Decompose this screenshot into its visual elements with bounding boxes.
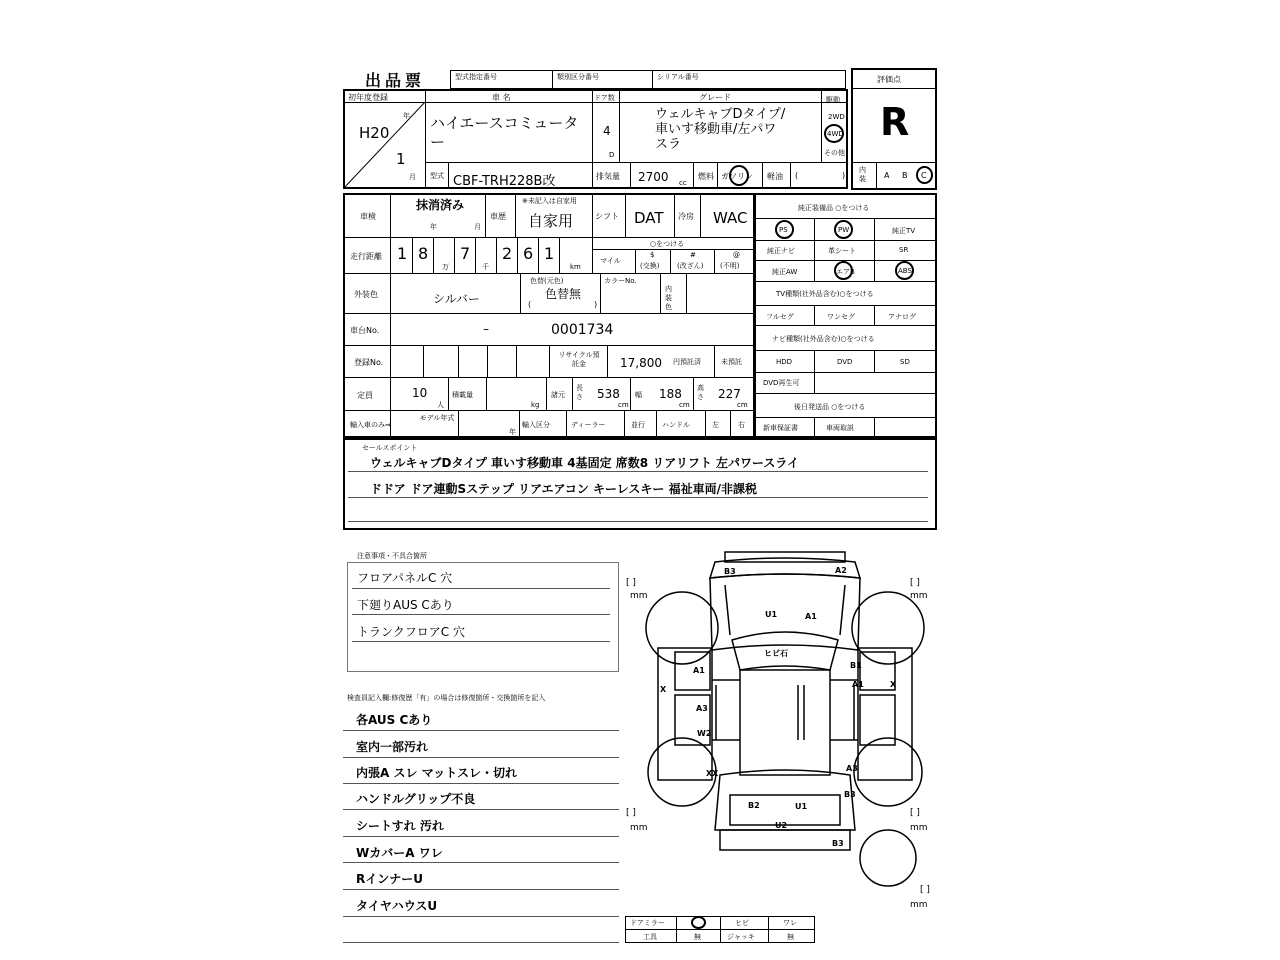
later-manual: 車両取説 (826, 424, 854, 432)
defect-item-3: トランクフロアC 穴 (357, 625, 465, 639)
break-label: ワレ (783, 919, 797, 927)
length-label: 長さ (576, 384, 583, 401)
capacity-label: 定員 (357, 391, 373, 400)
mark-a2-front: A2 (835, 566, 847, 575)
grade-value: ウェルキャブDタイプ/ 車いす移動車/左パワ スラ (655, 107, 786, 152)
inspector-item-8: タイヤハウスU (356, 899, 438, 913)
km-unit: km (570, 263, 581, 271)
width-label: 幅 (635, 391, 642, 399)
first-reg-month-unit: 月 (409, 173, 416, 181)
mile-label: マイル (600, 257, 621, 265)
sen-unit: 千 (482, 263, 489, 271)
shift-label: シフト (595, 212, 619, 221)
tv-oneseg: ワンセグ (827, 313, 855, 321)
doors-unit: D (609, 151, 615, 159)
equip-abs: ABS (898, 267, 912, 275)
displacement-unit: cc (679, 179, 687, 187)
sales-points-label: セールスポイント (362, 444, 418, 452)
mark-a1-left: A1 (693, 666, 705, 675)
fuel-gasoline-circle (729, 165, 749, 186)
mm-front-left: mm (630, 591, 648, 601)
drive-4wd-circle (824, 124, 844, 143)
dims-label: 諸元 (551, 391, 565, 399)
height-unit: cm (737, 401, 748, 409)
later-title: 後日発送品 ○をつける (794, 403, 866, 411)
equip-tv: 純正TV (892, 227, 916, 235)
mark-u1-hood: U1 (765, 610, 778, 619)
length-unit: cm (618, 401, 629, 409)
inspection-label: 車検 (360, 212, 376, 221)
tools-label: 工具 (643, 933, 657, 941)
mileage-circle-note: ○をつける (650, 240, 685, 248)
first-reg-month: 1 (396, 150, 406, 168)
equip-ps: PS (779, 226, 788, 234)
recycle-deposited: 円預託済 (673, 358, 701, 366)
inspector-item-2: 室内一部汚れ (356, 740, 429, 754)
ac-value: WAC (713, 209, 748, 227)
equip-abs-circle (895, 261, 914, 280)
interior-c-circle (916, 166, 933, 184)
model-year-unit: 年 (509, 428, 516, 436)
chassis-dash: – (483, 322, 489, 336)
inspector-item-5: シートすれ 汚れ (356, 819, 444, 833)
later-warranty: 新車保証書 (763, 424, 798, 432)
equip-leather: 革シート (828, 247, 856, 255)
mark-w2-left: W2 (697, 729, 712, 738)
inspector-item-6: WカバーA ワレ (356, 846, 443, 860)
score-value: R (880, 100, 910, 144)
navi-title: ナビ種類(社外品含む)○をつける (772, 335, 875, 343)
drive-other: その他 (824, 149, 845, 157)
car-damage-diagram (620, 540, 950, 920)
equip-airbag-circle (834, 261, 853, 280)
doors-label: ドア数 (594, 94, 615, 102)
dvd-playback: DVD再生可 (763, 379, 800, 387)
capacity-unit: 人 (437, 401, 444, 409)
equipment-title: 純正装備品 ○をつける (798, 204, 870, 212)
inspector-item-1: 各AUS Cあり (356, 713, 433, 727)
height-value: 227 (718, 387, 741, 401)
model-year-label: モデル年式 (419, 414, 455, 422)
dealer-option: ディーラー (571, 421, 606, 429)
registration-label: 登録No. (354, 358, 384, 367)
equip-sr: SR (899, 246, 909, 254)
sheet-title: 出品票 (365, 71, 426, 90)
svg-text:[ ]: [ ] (626, 578, 636, 588)
score-label: 評価点 (877, 75, 901, 84)
first-reg-label: 初年度登録 (348, 93, 388, 102)
mark-hibi-windshield: ヒビ石 (764, 649, 788, 658)
chassis-value: 0001734 (551, 322, 614, 338)
fuel-diesel: 軽油 (767, 172, 783, 181)
svg-text:[ ]: [ ] (910, 578, 920, 588)
door-mirror-circle (691, 916, 706, 929)
mark-x-right: X (890, 680, 897, 689)
grade-label: グレード (699, 93, 731, 102)
mark-x-left: X (660, 685, 667, 694)
capacity-value: 10 (412, 386, 428, 400)
mark-a1-hood: A1 (805, 612, 817, 621)
serial-no-label: シリアル番号 (657, 73, 699, 81)
drive-label: 駆動 (826, 96, 840, 104)
mileage-label: 走行距離 (350, 252, 382, 261)
handle-left: 左 (712, 421, 719, 429)
navi-dvd: DVD (837, 358, 853, 366)
drive-2wd: 2WD (828, 113, 845, 121)
svg-text:[ ]: [ ] (910, 808, 920, 818)
width-value: 188 (659, 387, 682, 401)
fuel-label: 燃料 (698, 172, 714, 181)
color-no-label: カラーNo. (604, 277, 637, 285)
mileage-digit-6: 1 (544, 244, 555, 263)
import-label: 輸入車のみ⇒ (350, 421, 391, 429)
model-type-label: 型式 (430, 172, 444, 180)
mark-b1-right: B1 (850, 661, 862, 670)
equip-airbag: エアB (836, 268, 855, 276)
recycle-not: 未預託 (721, 358, 742, 366)
mark-b3-right: B3 (844, 790, 856, 799)
mileage-digit-5: 6 (523, 244, 534, 263)
jack-value: 無 (787, 933, 794, 941)
displacement-value: 2700 (638, 170, 669, 184)
crack-label: ヒビ (735, 919, 749, 927)
tv-fullseg: フルセグ (766, 313, 794, 321)
equip-aw: 純正AW (772, 268, 798, 276)
parallel-option: 並行 (631, 421, 645, 429)
length-value: 538 (597, 387, 620, 401)
header-numbers-row (450, 70, 846, 89)
mark-b3-front: B3 (724, 567, 736, 576)
alter-label: (改ざん) (677, 262, 704, 270)
model-type-value: CBF-TRH228B改 (453, 174, 556, 189)
mileage-digit-3: 7 (460, 244, 471, 263)
equip-navi: 純正ナビ (767, 247, 795, 255)
man-unit: 万 (442, 263, 449, 271)
navi-hdd: HDD (776, 358, 793, 366)
height-label: 高さ (697, 384, 704, 401)
recycle-value: 17,800 (620, 356, 662, 370)
mark-b2-rear: B2 (748, 801, 760, 810)
mm-front-right: mm (910, 591, 928, 601)
width-unit: cm (679, 401, 690, 409)
mark-b3-rear: B3 (832, 839, 844, 848)
inspection-month-unit: 月 (474, 223, 481, 231)
mark-a1-right: A1 (852, 680, 864, 689)
mileage-digit-2: 8 (418, 244, 429, 263)
color-value: シルバー (433, 292, 480, 306)
jack-label: ジャッキ (727, 933, 755, 941)
color-original-label: 色替(元色) (530, 277, 564, 285)
type-designation-label: 型式指定番号 (455, 73, 497, 81)
recycle-label: リサイクル預託金 (558, 351, 600, 368)
svg-text:[ ]: [ ] (626, 808, 636, 818)
tv-title: TV種類(社外品含む)○をつける (776, 290, 874, 298)
load-unit: kg (531, 401, 540, 409)
history-note: ※未記入は自家用 (522, 197, 577, 205)
svg-text:[ ]: [ ] (920, 885, 930, 895)
model-name: ハイエースコミュータ ー (430, 114, 579, 151)
inspector-item-4: ハンドルグリップ不良 (356, 792, 476, 806)
defect-item-1: フロアパネルC 穴 (357, 571, 453, 585)
door-mirror-label: ドアミラー (630, 919, 665, 927)
sales-points-line-1: ウェルキャブDタイプ 車いす移動車 4基固定 席数8 リアリフト 左パワースライ (370, 456, 800, 470)
mm-rear-right: mm (910, 823, 928, 833)
fuel-gasoline: ガソリン (721, 172, 753, 181)
color-label: 外装色 (354, 290, 378, 299)
handle-label: ハンドル (662, 421, 690, 429)
sales-points-line-2: ドドア ドア連動Sステップ リアエアコン キーレスキー 福祉車両/非課税 (370, 482, 757, 496)
ac-label: 冷房 (678, 212, 694, 221)
replace-label: (交換) (640, 262, 660, 270)
history-value: 自家用 (528, 212, 574, 230)
doors-value: 4 (603, 124, 611, 138)
unknown-label: (不明) (720, 262, 740, 270)
first-reg-year-unit: 年 (403, 112, 410, 120)
navi-sd: SD (900, 358, 910, 366)
model-name-label: 車 名 (492, 93, 511, 102)
interior-color-label: 内装色 (665, 285, 672, 311)
shift-value: DAT (634, 209, 664, 227)
defect-item-2: 下廻りAUS Cあり (357, 598, 454, 612)
mileage-digit-1: 1 (397, 244, 408, 263)
interior-label: 内装 (859, 166, 866, 183)
defects-label: 注意事項・不具合箇所 (357, 552, 427, 560)
mileage-digit-4: 2 (502, 244, 513, 263)
inspection-year-unit: 年 (430, 223, 437, 231)
handle-right: 右 (738, 421, 745, 429)
equip-pw: PW (838, 226, 850, 234)
interior-b: B (902, 171, 908, 180)
first-reg-era: H20 (359, 124, 390, 142)
tv-analog: アナログ (888, 313, 916, 321)
equip-pw-circle (834, 220, 853, 239)
mark-xx-rear: XX (706, 769, 719, 778)
mark-a3-right: A3 (846, 764, 858, 773)
inspector-label: 検査員記入欄:修復歴「有」の場合は修復箇所・交換箇所を記入 (347, 694, 546, 702)
displacement-label: 排気量 (596, 172, 620, 181)
equip-ps-circle (775, 220, 794, 239)
tools-value: 無 (694, 933, 701, 941)
interior-a: A (884, 171, 890, 180)
load-label: 積載量 (452, 391, 473, 399)
mark-u2-rear: U2 (775, 821, 788, 830)
chassis-label: 車台No. (350, 326, 380, 335)
inspector-item-7: RインナーU (356, 872, 423, 886)
mark-u1-rear: U1 (795, 802, 808, 811)
interior-c: C (921, 171, 927, 180)
mm-spare: mm (910, 900, 928, 910)
history-label: 車歴 (490, 212, 506, 221)
mm-rear-left: mm (630, 823, 648, 833)
inspector-item-3: 内張A スレ マットスレ・切れ (356, 766, 518, 780)
inspection-value: 抹消済み (416, 198, 465, 212)
import-type-label: 輸入区分 (522, 421, 550, 429)
category-no-label: 類別区分番号 (557, 73, 599, 81)
drive-4wd: 4WD (827, 130, 844, 138)
color-original-value: 色替無 (545, 287, 582, 301)
mark-a3-left: A3 (696, 704, 708, 713)
